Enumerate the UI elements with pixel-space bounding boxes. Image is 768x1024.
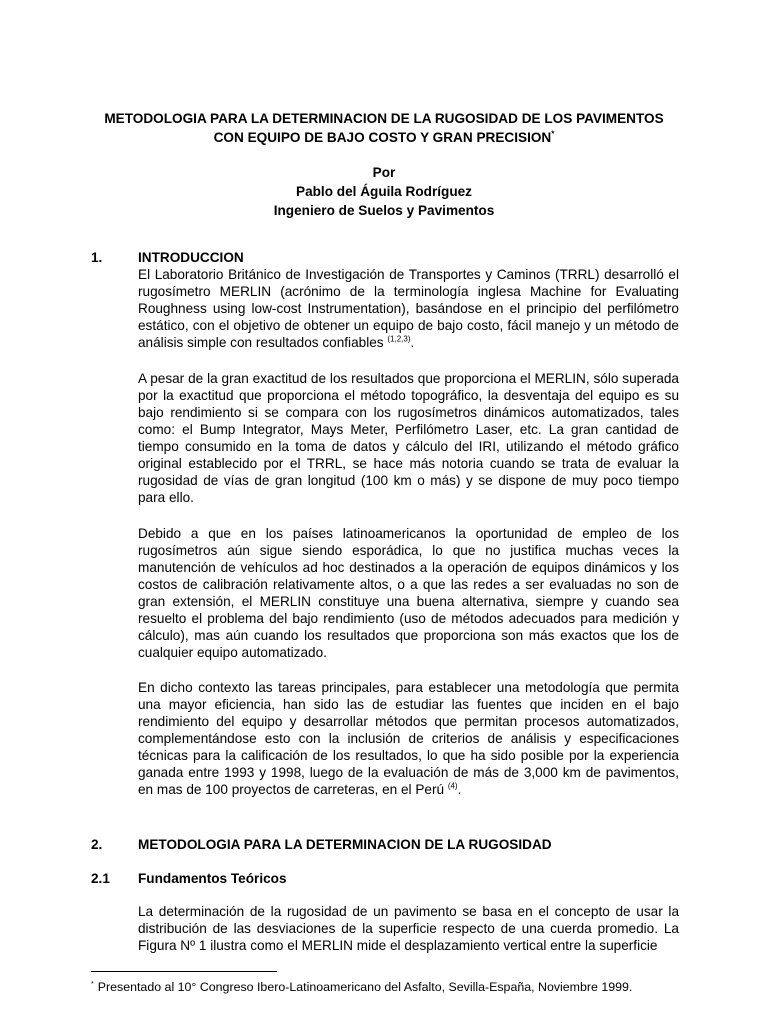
section-title: INTRODUCCION (138, 250, 244, 265)
title-line-2 (80, 128, 688, 147)
author-by: Por (372, 165, 396, 180)
footnote-divider (91, 971, 277, 972)
section-number: 1. (91, 250, 103, 265)
section-number: 2. (91, 837, 103, 852)
paragraph-intro-4 (138, 679, 679, 798)
section-heading-2 (91, 835, 552, 854)
footnote (91, 979, 632, 995)
paragraph-text: La determinación de la rugosidad de un pavimento se basa en el concepto de usar la distribución de las desviaciones de la superficie respecto de una cuerda promedio. La Figura Nº 1 ilustra como el MERLIN mide el desplazamiento vertical entre la superficie (138, 904, 679, 953)
title-line-2-text: CON EQUIPO DE BAJO COSTO Y GRAN PRECISION (213, 130, 552, 145)
paragraph-text: Debido a que en los países latinoamericanos la oportunidad de empleo de los rugosímetros aún sigue siendo esporádica, lo que no justifica muchas veces la manutención de vehículos ad hoc destinados a la operación de equipos dinámicos y los costos de calibración relativamente altos, o a que las redes a ser evaluadas no son de gran extensión, el MERLIN constituye una buena alternativa, siempre y cuando sea resuelto el problema del bajo rendimiento (uso de métodos adecuados para medición y cálculo), mas aún cuando los resultados que proporciona son más exactos que los de cualquier equipo automatizado. (138, 526, 679, 660)
footnote-mark: * (91, 980, 94, 988)
section-heading-2-1 (91, 869, 287, 888)
paragraph-end: . (410, 335, 415, 350)
paragraph-text: En dicho contexto las tareas principales, para establecer una metodología que permita una mayor eficiencia, han sido las de estudiar las fuentes que inciden en el bajo rendimiento del equipo y desarrollar métodos que permitan procesos automatizados, complementándose esto con la inclusión de criterios de análisis y especificaciones técnicas para la calificación de los resultados, lo que ha sido posible por la experiencia ganada entre 1993 y 1998, luego de la evaluación de más de 3,000 km de pavimentos, en mas de 100 proyectos de carreteras, en el Perú (138, 680, 679, 797)
paragraph-text: El Laboratorio Británico de Investigación de Transportes y Caminos (TRRL) desarrolló el rugosímetro MERLIN (acrónimo de la terminología inglesa Machine for Evaluating Roughness using low-cost Instrumentation), basándose en el principio del perfilómetro estático, con el objetivo de obtener un equipo de bajo costo, fácil manejo y un método de análisis simple con resultados confiables (138, 267, 679, 350)
footnote-text: Presentado al 10° Congreso Ibero-Latinoamericano del Asfalto, Sevilla-España, Noviembre 1999. (97, 980, 633, 994)
paragraph-intro-1 (138, 266, 679, 351)
paragraph-intro-3 (138, 525, 679, 661)
section-title: METODOLOGIA PARA LA DETERMINACION DE LA RUGOSIDAD (138, 837, 552, 852)
citation-ref: (1,2,3) (387, 334, 411, 344)
paragraph-fundamentos-1 (138, 903, 679, 954)
paragraph-text: A pesar de la gran exactitud de los resultados que proporciona el MERLIN, sólo superada por la exactitud que proporciona el método topográfico, la desventaja del equipo es su bajo rendimiento si se compara con los rugosímetros dinámicos automatizados, tales como: el Bump Integrator, Mays Meter, Perfilómetro Laser, etc. La gran cantidad de tiempo consumido en la toma de datos y cálculo del IRI, utilizando el método gráfico original establecido por el TRRL, se hace más notoria cuando se trata de evaluar la rugosidad de vías de gran longitud (100 km o más) y se dispone de muy poco tiempo para ello. (138, 371, 679, 505)
section-number: 2.1 (91, 871, 110, 886)
author-block (80, 163, 688, 220)
author-name: Pablo del Águila Rodríguez (296, 184, 472, 199)
paragraph-intro-2 (138, 370, 679, 506)
document-title (80, 109, 688, 147)
title-line-1: METODOLOGIA PARA LA DETERMINACION DE LA RUGOSIDAD DE LOS PAVIMENTOS (104, 111, 664, 126)
author-role: Ingeniero de Suelos y Pavimentos (273, 203, 495, 218)
paragraph-end: . (457, 782, 462, 797)
section-heading-1 (91, 248, 244, 267)
title-footnote-mark: * (551, 129, 555, 139)
citation-ref: (4) (447, 781, 458, 791)
section-title: Fundamentos Teóricos (138, 871, 287, 886)
